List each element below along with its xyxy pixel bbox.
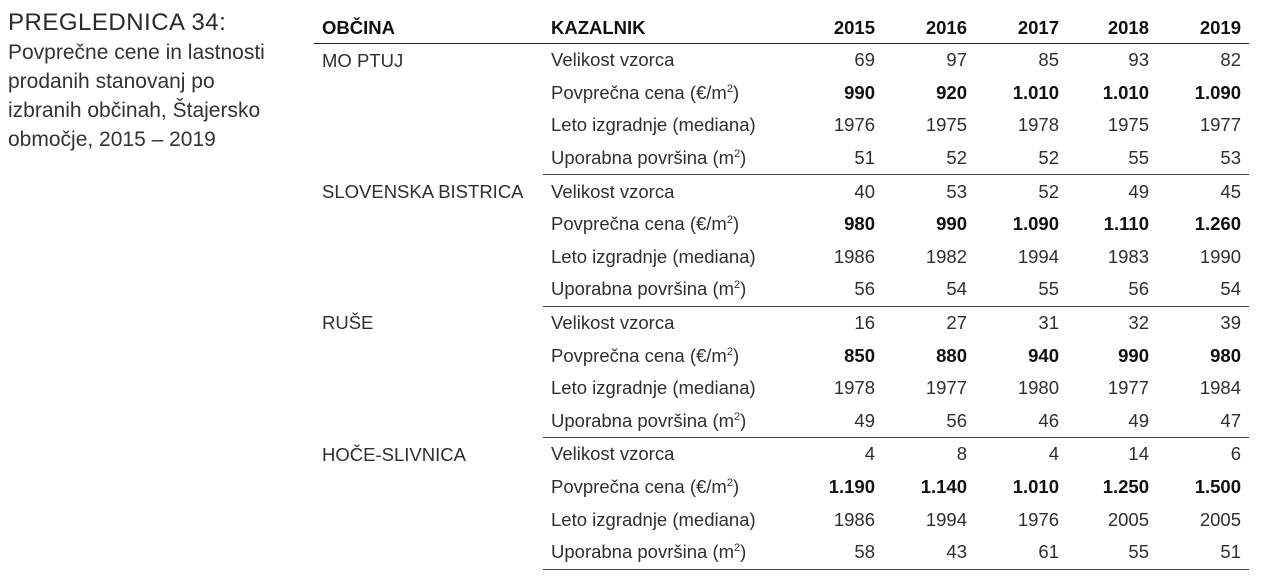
value-cell: 990 (1118, 344, 1149, 366)
value-cell: 1976 (833, 114, 875, 136)
value-cell: 54 (946, 278, 967, 300)
table-caption (8, 8, 278, 154)
value-cell: 1976 (1017, 508, 1059, 530)
value-cell: 1983 (1107, 245, 1149, 267)
indicator-label-tail: ) (732, 81, 740, 103)
indicator-name (543, 471, 791, 504)
indicator-label: Povprečna cena (€/m (551, 213, 727, 235)
value-cell: 1.090 (1012, 213, 1059, 235)
unit-superscript: 2 (734, 410, 741, 423)
table-row (314, 438, 1249, 471)
indicator-name (543, 405, 791, 438)
indicator-label: Povprečna cena (€/m (551, 344, 727, 366)
value-cell: 61 (975, 536, 1067, 569)
indicator-label: Uporabna površina (m (551, 541, 735, 563)
value-cell: 32 (1067, 306, 1157, 339)
unit-superscript: 2 (734, 542, 741, 555)
indicator-label-tail: ) (740, 278, 747, 300)
value-cell: 850 (844, 344, 875, 366)
value-cell: 43 (883, 536, 975, 569)
value-cell: 52 (1038, 147, 1059, 169)
value-cell: 85 (1038, 49, 1059, 71)
unit-superscript: 2 (726, 82, 733, 95)
value-cell: 1.090 (1194, 81, 1241, 103)
unit-superscript: 2 (734, 147, 741, 160)
header-year-2015: 2015 (791, 13, 883, 44)
indicator-label: Povprečna cena (€/m (551, 81, 727, 103)
value-cell: 1984 (1199, 377, 1241, 399)
indicator-name (543, 306, 791, 339)
value-cell: 1.190 (828, 476, 875, 498)
value-cell: 2005 (1199, 508, 1241, 530)
indicator-label: Povprečna cena (€/m (551, 476, 727, 498)
indicator-label: Velikost vzorca (551, 180, 675, 202)
indicator-name (543, 77, 791, 110)
value-cell: 6 (1157, 438, 1249, 471)
value-cell: 1978 (833, 377, 875, 399)
indicator-name (543, 44, 791, 77)
indicator-name (543, 339, 791, 372)
indicator-name (543, 438, 791, 471)
value-cell: 1978 (1017, 114, 1059, 136)
value-cell: 1990 (1199, 245, 1241, 267)
indicator-name (543, 372, 791, 405)
value-cell: 1.250 (1102, 476, 1149, 498)
value-cell: 49 (1067, 175, 1157, 208)
indicator-name (543, 208, 791, 241)
municipality-name: SLOVENSKA BISTRICA (322, 180, 524, 202)
value-cell: 52 (975, 175, 1067, 208)
indicator-label-tail: ) (740, 147, 747, 169)
table-caption-text: Povprečne cene in lastnosti prodanih stanovanj po izbranih občinah, Štajersko območje, 2015 – 2019 (8, 41, 265, 151)
value-cell: 1977 (925, 377, 967, 399)
value-cell: 58 (791, 536, 883, 569)
value-cell: 55 (1128, 147, 1149, 169)
value-cell: 1.500 (1194, 476, 1241, 498)
value-cell: 40 (791, 175, 883, 208)
municipality-name: HOČE-SLIVNICA (322, 443, 466, 465)
value-cell: 54 (1220, 278, 1241, 300)
value-cell: 56 (946, 409, 967, 431)
indicator-name (543, 142, 791, 175)
value-cell: 940 (1028, 344, 1059, 366)
value-cell: 990 (936, 213, 967, 235)
value-cell: 1980 (1017, 377, 1059, 399)
indicator-label: Leto izgradnje (mediana) (551, 508, 756, 530)
value-cell: 53 (1220, 147, 1241, 169)
value-cell: 920 (936, 81, 967, 103)
value-cell: 31 (975, 306, 1067, 339)
value-cell: 49 (854, 409, 875, 431)
indicator-label: Uporabna površina (m (551, 147, 735, 169)
value-cell: 47 (1220, 409, 1241, 431)
indicator-label: Leto izgradnje (mediana) (551, 377, 756, 399)
indicator-label: Uporabna površina (m (551, 409, 735, 431)
price-table (314, 13, 1249, 570)
value-cell: 14 (1067, 438, 1157, 471)
indicator-label-tail: ) (740, 541, 747, 563)
table-body (314, 44, 1249, 570)
value-cell: 49 (1128, 409, 1149, 431)
value-cell: 4 (975, 438, 1067, 471)
value-cell: 880 (936, 344, 967, 366)
value-cell: 980 (844, 213, 875, 235)
value-cell: 1975 (1107, 114, 1149, 136)
indicator-name (543, 273, 791, 306)
value-cell: 55 (1038, 278, 1059, 300)
indicator-label: Velikost vzorca (551, 312, 675, 334)
value-cell: 980 (1210, 344, 1241, 366)
value-cell: 2005 (1107, 508, 1149, 530)
indicator-label: Velikost vzorca (551, 443, 675, 465)
value-cell: 93 (1128, 49, 1149, 71)
value-cell: 27 (883, 306, 975, 339)
value-cell: 8 (883, 438, 975, 471)
indicator-name (543, 503, 791, 536)
indicator-name (543, 536, 791, 569)
indicator-label: Leto izgradnje (mediana) (551, 114, 756, 136)
indicator-name (543, 175, 791, 208)
header-indicator: KAZALNIK (543, 13, 791, 44)
municipality-name: MO PTUJ (322, 50, 404, 71)
unit-superscript: 2 (726, 345, 733, 358)
header-year-2016: 2016 (883, 13, 975, 44)
value-cell: 53 (883, 175, 975, 208)
value-cell: 1.140 (920, 476, 967, 498)
table-row (314, 175, 1249, 208)
value-cell: 45 (1157, 175, 1249, 208)
value-cell: 16 (791, 306, 883, 339)
indicator-label: Leto izgradnje (mediana) (551, 245, 756, 267)
value-cell: 69 (854, 49, 875, 71)
header-municipality: OBČINA (314, 13, 543, 44)
value-cell: 52 (946, 147, 967, 169)
value-cell: 1.260 (1194, 213, 1241, 235)
indicator-label: Uporabna površina (m (551, 278, 735, 300)
value-cell: 51 (854, 147, 875, 169)
value-cell: 1977 (1199, 114, 1241, 136)
value-cell: 51 (1157, 536, 1249, 569)
value-cell: 1986 (833, 508, 875, 530)
unit-superscript: 2 (726, 476, 733, 489)
value-cell: 1.010 (1012, 81, 1059, 103)
value-cell: 1986 (833, 245, 875, 267)
municipality-name: RUŠE (322, 312, 374, 334)
header-row (314, 13, 1249, 44)
value-cell: 4 (791, 438, 883, 471)
table-row (314, 306, 1249, 339)
value-cell: 1994 (1017, 245, 1059, 267)
unit-superscript: 2 (726, 214, 733, 227)
unit-superscript: 2 (734, 279, 741, 292)
indicator-name (543, 241, 791, 274)
indicator-name (543, 109, 791, 142)
value-cell: 82 (1220, 49, 1241, 71)
header-year-2018: 2018 (1067, 13, 1157, 44)
indicator-label-tail: ) (732, 213, 740, 235)
table-row (314, 44, 1249, 77)
value-cell: 1975 (925, 114, 967, 136)
value-cell: 56 (854, 278, 875, 300)
value-cell: 1982 (925, 245, 967, 267)
value-cell: 97 (946, 49, 967, 71)
indicator-label-tail: ) (732, 344, 740, 366)
indicator-label-tail: ) (732, 476, 740, 498)
indicator-label-tail: ) (740, 409, 747, 431)
value-cell: 56 (1128, 278, 1149, 300)
value-cell: 1.010 (1102, 81, 1149, 103)
value-cell: 39 (1157, 306, 1249, 339)
value-cell: 1.110 (1103, 213, 1149, 235)
header-year-2019: 2019 (1157, 13, 1249, 44)
indicator-label: Velikost vzorca (551, 49, 675, 71)
value-cell: 1994 (925, 508, 967, 530)
value-cell: 990 (844, 81, 875, 103)
value-cell: 46 (1038, 409, 1059, 431)
value-cell: 55 (1067, 536, 1157, 569)
value-cell: 1977 (1107, 377, 1149, 399)
header-year-2017: 2017 (975, 13, 1067, 44)
value-cell: 1.010 (1012, 476, 1059, 498)
table-label: PREGLEDNICA 34: (8, 9, 227, 36)
